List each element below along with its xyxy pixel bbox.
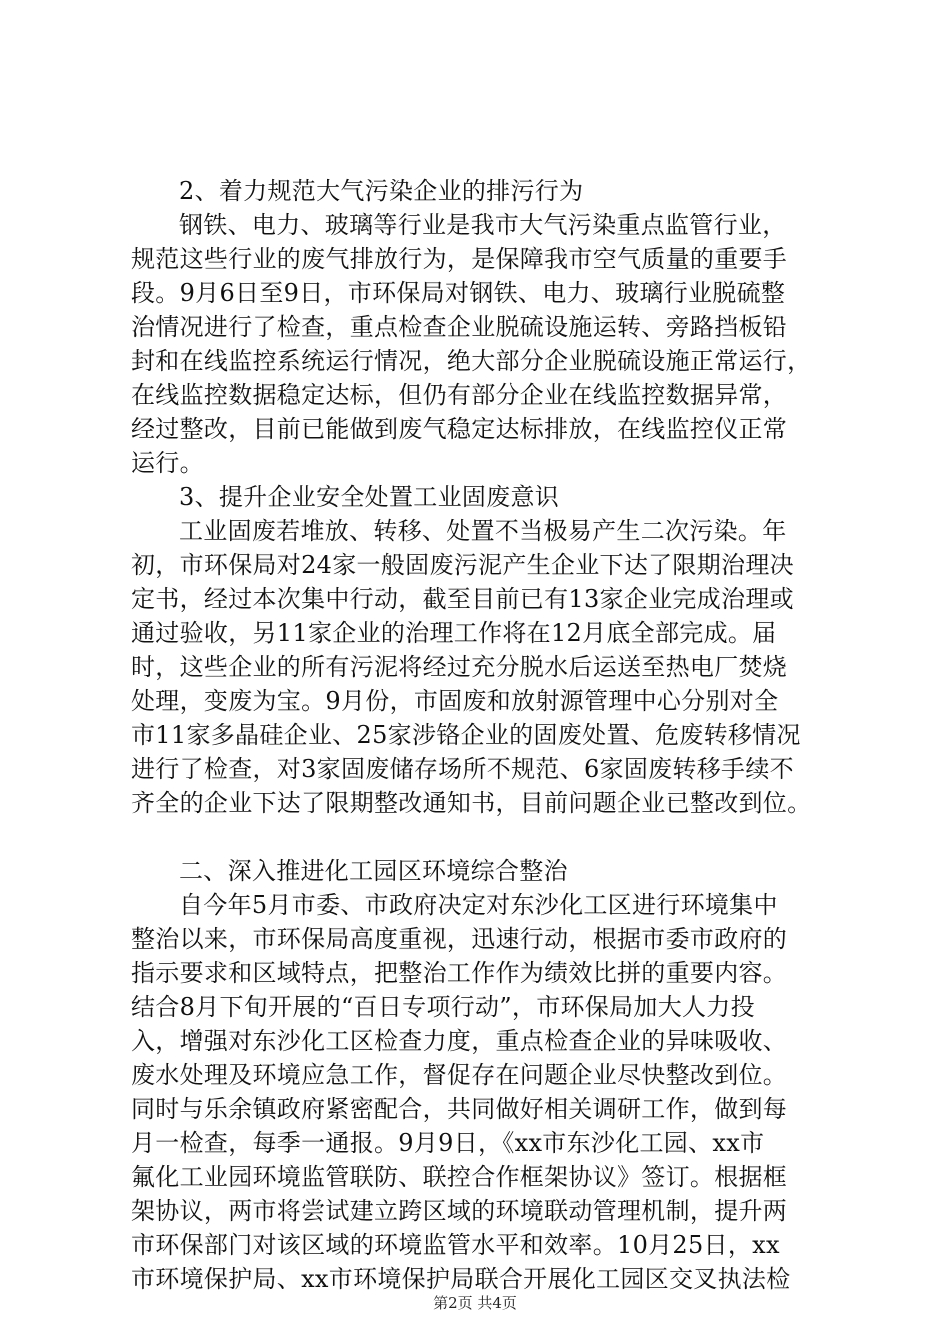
paragraph-line: 自今年5月市委、市政府决定对东沙化工区进行环境集中 xyxy=(179,891,778,919)
paragraph-line: 月一检查，每季一通报。9月9日，《xx市东沙化工园、xx市 xyxy=(131,1129,765,1157)
paragraph-line: 进行了检查，对3家固废储存场所不规范、6家固废转移手续不 xyxy=(131,755,794,783)
page-number: 第2页 共4页 xyxy=(433,1294,517,1312)
section-heading: 二、深入推进化工园区环境综合整治 xyxy=(179,857,568,885)
paragraph-line: 工业固废若堆放、转移、处置不当极易产生二次污染。年 xyxy=(179,517,787,545)
paragraph-line: 在线监控数据稳定达标，但仍有部分企业在线监控数据异常， xyxy=(131,381,788,409)
paragraph-line: 通过验收，另11家企业的治理工作将在12月底全部完成。届 xyxy=(131,619,777,647)
paragraph-line: 同时与乐余镇政府紧密配合，共同做好相关调研工作，做到每 xyxy=(131,1095,788,1123)
paragraph-line: 市环境保护局、xx市环境保护局联合开展化工园区交叉执法检 xyxy=(131,1265,791,1293)
paragraph-line: 指示要求和区域特点，把整治工作作为绩效比拼的重要内容。 xyxy=(131,959,788,987)
paragraph-line: 定书，经过本次集中行动，截至目前已有13家企业完成治理或 xyxy=(131,585,794,613)
document-body xyxy=(131,174,831,1296)
paragraph-line: 市11家多晶硅企业、25家涉铬企业的固废处置、危废转移情况 xyxy=(131,721,801,749)
paragraph-line: 运行。 xyxy=(131,449,204,477)
paragraph-line: 段。9月6日至9日，市环保局对钢铁、电力、玻璃行业脱硫整 xyxy=(131,279,786,307)
paragraph-spacer xyxy=(131,820,831,854)
paragraph-line: 废水处理及环境应急工作，督促存在问题企业尽快整改到位。 xyxy=(131,1061,788,1089)
paragraph-line: 架协议，两市将尝试建立跨区域的环境联动管理机制，提升两 xyxy=(131,1197,788,1225)
paragraph-line: 时，这些企业的所有污泥将经过充分脱水后运送至热电厂焚烧 xyxy=(131,653,788,681)
paragraph-line: 整治以来，市环保局高度重视，迅速行动，根据市委市政府的 xyxy=(131,925,788,953)
paragraph-line: 初，市环保局对24家一般固废污泥产生企业下达了限期治理决 xyxy=(131,551,794,579)
paragraph-line: 结合8月下旬开展的“百日专项行动”，市环保局加大人力投 xyxy=(131,993,755,1021)
section-heading: 2、着力规范大气污染企业的排污行为 xyxy=(179,177,584,205)
paragraph-line: 经过整改，目前已能做到废气稳定达标排放，在线监控仪正常 xyxy=(131,415,788,443)
paragraph-line: 封和在线监控系统运行情况，绝大部分企业脱硫设施正常运行， xyxy=(131,347,812,375)
paragraph-line: 市环保部门对该区域的环境监管水平和效率。10月25日，xx xyxy=(131,1231,780,1259)
paragraph-line: 治情况进行了检查，重点检查企业脱硫设施运转、旁路挡板铅 xyxy=(131,313,788,341)
paragraph-line: 处理，变废为宝。9月份，市固废和放射源管理中心分别对全 xyxy=(131,687,779,715)
section-heading: 3、提升企业安全处置工业固废意识 xyxy=(179,483,560,511)
paragraph-line: 氟化工业园环境监管联防、联控合作框架协议》签订。根据框 xyxy=(131,1163,788,1191)
paragraph-line: 钢铁、电力、玻璃等行业是我市大气污染重点监管行业， xyxy=(179,211,787,239)
paragraph-line: 齐全的企业下达了限期整改通知书，目前问题企业已整改到位。 xyxy=(131,789,812,817)
paragraph-line: 规范这些行业的废气排放行为，是保障我市空气质量的重要手 xyxy=(131,245,788,273)
paragraph-line: 入，增强对东沙化工区检查力度，重点检查企业的异味吸收、 xyxy=(131,1027,788,1055)
